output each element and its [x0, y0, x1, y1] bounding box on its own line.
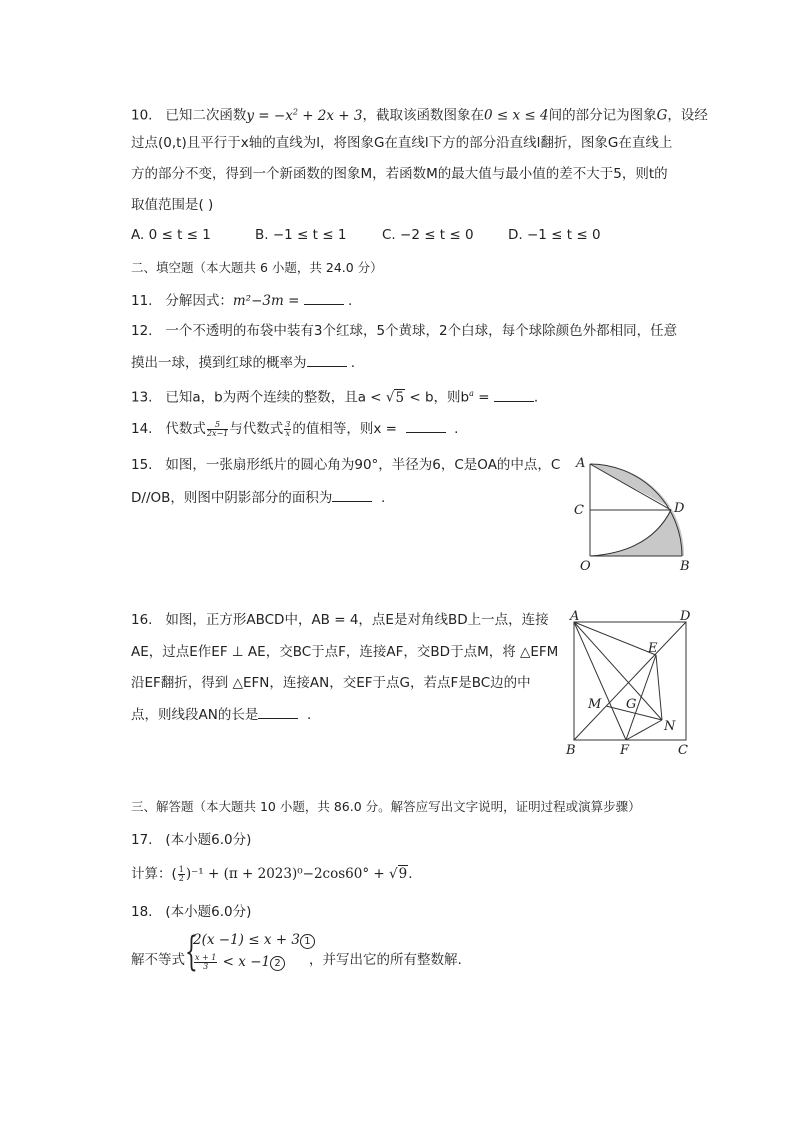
q18-text2: ，并写出它的所有整数解.	[309, 952, 462, 968]
q11	[131, 290, 352, 311]
q15-sector-figure	[570, 456, 710, 576]
q15-label-b: B	[680, 559, 690, 574]
q13-radicand: 5	[395, 389, 405, 406]
q15-end: .	[380, 490, 386, 506]
q16-text1: 如图，正方形ABCD中，AB = 4，点E是对角线BD上一点，连接	[165, 612, 549, 628]
q13-text1: 已知a，b为两个连续的整数，且a <	[165, 389, 386, 406]
q17-radicand: 9	[398, 866, 408, 882]
q11-number: 11.	[131, 293, 153, 309]
q10-text-a: 已知二次函数	[165, 107, 247, 124]
q16-number: 16.	[131, 612, 153, 628]
q18-text1: 解不等式	[131, 952, 185, 968]
q15-segment-ad	[590, 464, 671, 510]
q13-number: 13.	[131, 389, 153, 406]
q14-text3: 的值相等，则x =	[292, 421, 397, 437]
q16-label-b: B	[566, 743, 576, 758]
q16-segment-fn	[626, 720, 662, 740]
q10-option-d[interactable]: D. −1 ≤ t ≤ 0	[508, 227, 601, 243]
q15-label-c: C	[574, 503, 584, 518]
q12-line2	[131, 352, 355, 373]
q12-line1	[131, 321, 677, 341]
q16-label-m: M	[588, 697, 602, 712]
q13-text4: =	[473, 389, 494, 406]
q16-line3: 沿EF翻折，得到 △EFN，连接AN，交EF于点G，若点F是BC边的中	[131, 675, 531, 691]
q12-answer-blank[interactable]	[307, 352, 347, 367]
q17-points: (本小题6.0分)	[165, 832, 252, 848]
q16-segment-en	[656, 655, 662, 720]
q13-text3: < b，则b	[405, 389, 470, 406]
q17-header	[131, 830, 251, 850]
q18-points: (本小题6.0分)	[165, 904, 252, 920]
q12-text1: 一个不透明的布袋中装有3个红球，5个黄球，2个白球，每个球除颜色外都相同，任意	[165, 323, 678, 339]
q15-text1: 如图，一张扇形纸片的圆心角为90°，半径为6，C是OA的中点，C	[165, 457, 561, 473]
q10-line4: 取值范围是( )	[131, 197, 214, 213]
q16-text4: 点，则线段AN的长是	[131, 707, 259, 723]
q10-number: 10.	[131, 107, 153, 124]
q15-line2	[131, 487, 385, 508]
q16-square-figure	[562, 610, 702, 760]
section2-heading: 二、填空题（本大题共 6 小题，共 24.0 分）	[131, 260, 383, 275]
q15-label-o: O	[580, 559, 591, 574]
q13-end: .	[533, 389, 539, 406]
q17-text2: )⁻¹ + (π + 2023)⁰−2cos60° +	[185, 866, 389, 882]
q16-line4	[131, 704, 311, 725]
q16-end: .	[306, 707, 312, 723]
q15-label-d: D	[674, 501, 685, 516]
q16-answer-blank[interactable]	[258, 704, 298, 719]
q18-brace: {	[185, 929, 198, 975]
q11-text: 分解因式：	[165, 293, 233, 309]
q10-text-b: ，截取该函数图象在	[362, 107, 484, 124]
q10-option-c[interactable]: C. −2 ≤ t ≤ 0	[382, 227, 474, 243]
q14-text2: 与代数式	[229, 421, 284, 437]
q14	[131, 418, 458, 439]
q11-answer-blank[interactable]	[304, 290, 344, 305]
q13: 13. 已知a，b为两个连续的整数，且a < √5 < b，则$b^a$ = .	[131, 384, 538, 408]
q16-label-f: F	[620, 743, 630, 758]
q16-line2: AE，过点E作EF ⊥ AE，交BC于点F，连接AF，交BD于点M，将 △EFM	[131, 644, 559, 660]
q14-fraction2: $\frac{3}{x}$	[285, 419, 291, 438]
q18-header	[131, 902, 251, 922]
q14-end: .	[454, 421, 459, 437]
q10-options	[0, 227, 794, 247]
q15-line1	[131, 455, 560, 475]
q12-text2: 摸出一球，摸到红球的概率为	[131, 355, 307, 371]
q10-option-a[interactable]: A. 0 ≤ t ≤ 1	[131, 227, 211, 243]
q11-end: .	[347, 293, 353, 309]
q14-answer-blank[interactable]	[406, 418, 446, 433]
q17-fraction: $\frac{1}{2}$	[178, 864, 184, 883]
q18-inequality1: 2(x −1) ≤ x + 3 1	[193, 932, 315, 949]
q15-answer-blank[interactable]	[332, 487, 372, 502]
q14-fraction1: $\frac{5}{2x-1}$	[206, 419, 229, 438]
q10-line3: 方的部分不变，得到一个新函数的图象M，若函数M的最大值与最小值的差不大于5，则t的	[131, 166, 668, 182]
q13-answer-blank[interactable]	[494, 387, 534, 402]
q14-number: 14.	[131, 421, 153, 437]
q18-number: 18.	[131, 904, 153, 920]
q17-number: 17.	[131, 832, 153, 848]
q15-text2: D//OB，则图中阴影部分的面积为	[131, 490, 333, 506]
q12-number: 12.	[131, 323, 153, 339]
q15-label-a: A	[576, 456, 586, 471]
q11-expression: m²−3m =	[232, 293, 304, 309]
q14-text1: 代数式	[165, 421, 206, 437]
q10-option-b[interactable]: B. −1 ≤ t ≤ 1	[255, 227, 347, 243]
q12-end: .	[350, 355, 356, 371]
q10-graph-g: G	[656, 107, 668, 124]
q16-label-n: N	[664, 719, 676, 734]
q17-text1: 计算：(	[131, 866, 177, 882]
q16-label-c: C	[678, 743, 688, 758]
q10-line2: 过点(0,t)且平行于x轴的直线为l，将图象G在直线l下方的部分沿直线l翻折，图象G在直线上	[131, 135, 673, 151]
q18-circle-2: 2	[270, 956, 285, 971]
section3-heading: 三、解答题（本大题共 10 小题，共 86.0 分。解答应写出文字说明，证明过程或演算步骤）	[131, 799, 641, 814]
q18-inequality2: $\frac{x + 1}{3}$ < x −1 2	[193, 954, 285, 971]
q16-label-e: E	[648, 641, 658, 656]
q15-shaded-region-bottom	[590, 508, 684, 556]
q10-interval: 0 ≤ x ≤ 4	[484, 107, 549, 124]
q18-circle-1: 1	[300, 934, 315, 949]
q16-label-g: G	[626, 697, 637, 712]
q10-function: $y = -x^2 + 2x + 3$	[246, 107, 363, 124]
q18-system	[131, 929, 551, 978]
q10-text-c: 间的部分记为图象	[548, 107, 657, 124]
q17-end: .	[408, 866, 413, 882]
q10-line1	[131, 102, 708, 126]
q10-text-d: ，设经	[667, 107, 708, 124]
q15-number: 15.	[131, 457, 153, 473]
q17-expression: 计算：( $\frac{1}{2}$ )⁻¹ + (π + 2023)⁰−2cos60° + √9.	[131, 864, 413, 883]
q16-label-d: D	[680, 610, 691, 624]
q16-line1	[131, 610, 549, 630]
q16-label-a: A	[570, 610, 580, 624]
q13-exponent: a	[469, 389, 474, 398]
